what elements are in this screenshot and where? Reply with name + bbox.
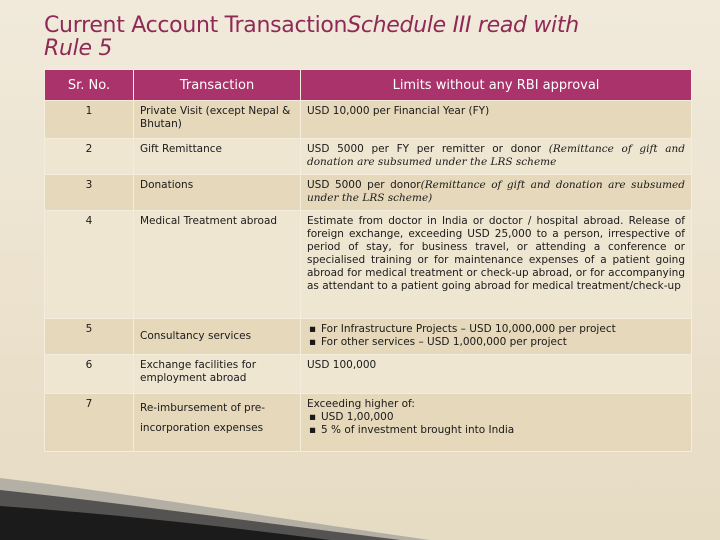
table-row	[45, 394, 692, 452]
row-limit: USD 5000 per FY per remitter or donor	[307, 143, 549, 155]
row-limit-cell	[301, 175, 692, 211]
row-limit-cell	[301, 319, 692, 355]
header-transaction: Transaction	[134, 70, 301, 101]
row-transaction: Consultancy services	[134, 319, 301, 355]
row-transaction: Private Visit (except Nepal & Bhutan)	[134, 101, 301, 139]
title-part-italic: Schedule III read with	[347, 13, 579, 38]
table-header-row	[45, 70, 692, 101]
list-item: ▪ 5 % of investment brought into India	[307, 424, 685, 437]
transactions-table	[44, 69, 692, 452]
slide-title	[44, 14, 684, 60]
table-row	[45, 211, 692, 319]
header-limits: Limits without any RBI approval	[301, 70, 692, 101]
row-limit: Estimate from doctor in India or doctor / hospital abroad. Release of foreign exchange, exceeding USD 25,000 to a person, irrespective of period of stay, for business travel, or attending a conference or specialised training or for maintenance expenses of a patient going abroad for medical treatment or check-up abroad, or for accompanying as attendant to a patient going abroad for medical treatment/check-up	[301, 211, 692, 319]
title-part-regular: Current Account Transaction	[44, 13, 348, 38]
row-sr: 1	[45, 101, 134, 139]
table-row	[45, 355, 692, 394]
row-sr: 5	[45, 319, 134, 355]
row-limit-note: (Remittance of gift and donation are subsumed under the LRS scheme	[307, 143, 685, 168]
row-limit: USD 100,000	[301, 355, 692, 394]
list-item: ▪ For other services – USD 1,000,000 per project	[307, 336, 685, 349]
header-sr-no: Sr. No.	[45, 70, 134, 101]
title-part-rule: Rule 5	[44, 36, 113, 61]
row-transaction: Re-imbursement of pre-incorporation expenses	[134, 394, 301, 452]
row-limit-note: (Remittance of gift and donation are subsumed under the LRS scheme)	[307, 179, 685, 204]
list-item: ▪ USD 1,00,000	[307, 411, 685, 424]
row-transaction: Gift Remittance	[134, 139, 301, 175]
row-sr: 6	[45, 355, 134, 394]
consultancy-limit-list	[307, 323, 685, 349]
row-sr: 4	[45, 211, 134, 319]
table-row	[45, 175, 692, 211]
row-limit: USD 10,000 per Financial Year (FY)	[301, 101, 692, 139]
row-sr: 2	[45, 139, 134, 175]
row-transaction: Exchange facilities for employment abroad	[134, 355, 301, 394]
row-limit-cell	[301, 394, 692, 452]
row-transaction: Medical Treatment abroad	[134, 211, 301, 319]
table-row	[45, 139, 692, 175]
reimbursement-limit-list	[307, 411, 685, 437]
list-item: ▪ For Infrastructure Projects – USD 10,000,000 per project	[307, 323, 685, 336]
table-row	[45, 319, 692, 355]
row-limit: Exceeding higher of:	[307, 398, 415, 410]
row-sr: 3	[45, 175, 134, 211]
table-row	[45, 101, 692, 139]
row-limit-cell	[301, 139, 692, 175]
row-limit: USD 5000 per donor	[307, 179, 421, 191]
row-sr: 7	[45, 394, 134, 452]
row-transaction: Donations	[134, 175, 301, 211]
